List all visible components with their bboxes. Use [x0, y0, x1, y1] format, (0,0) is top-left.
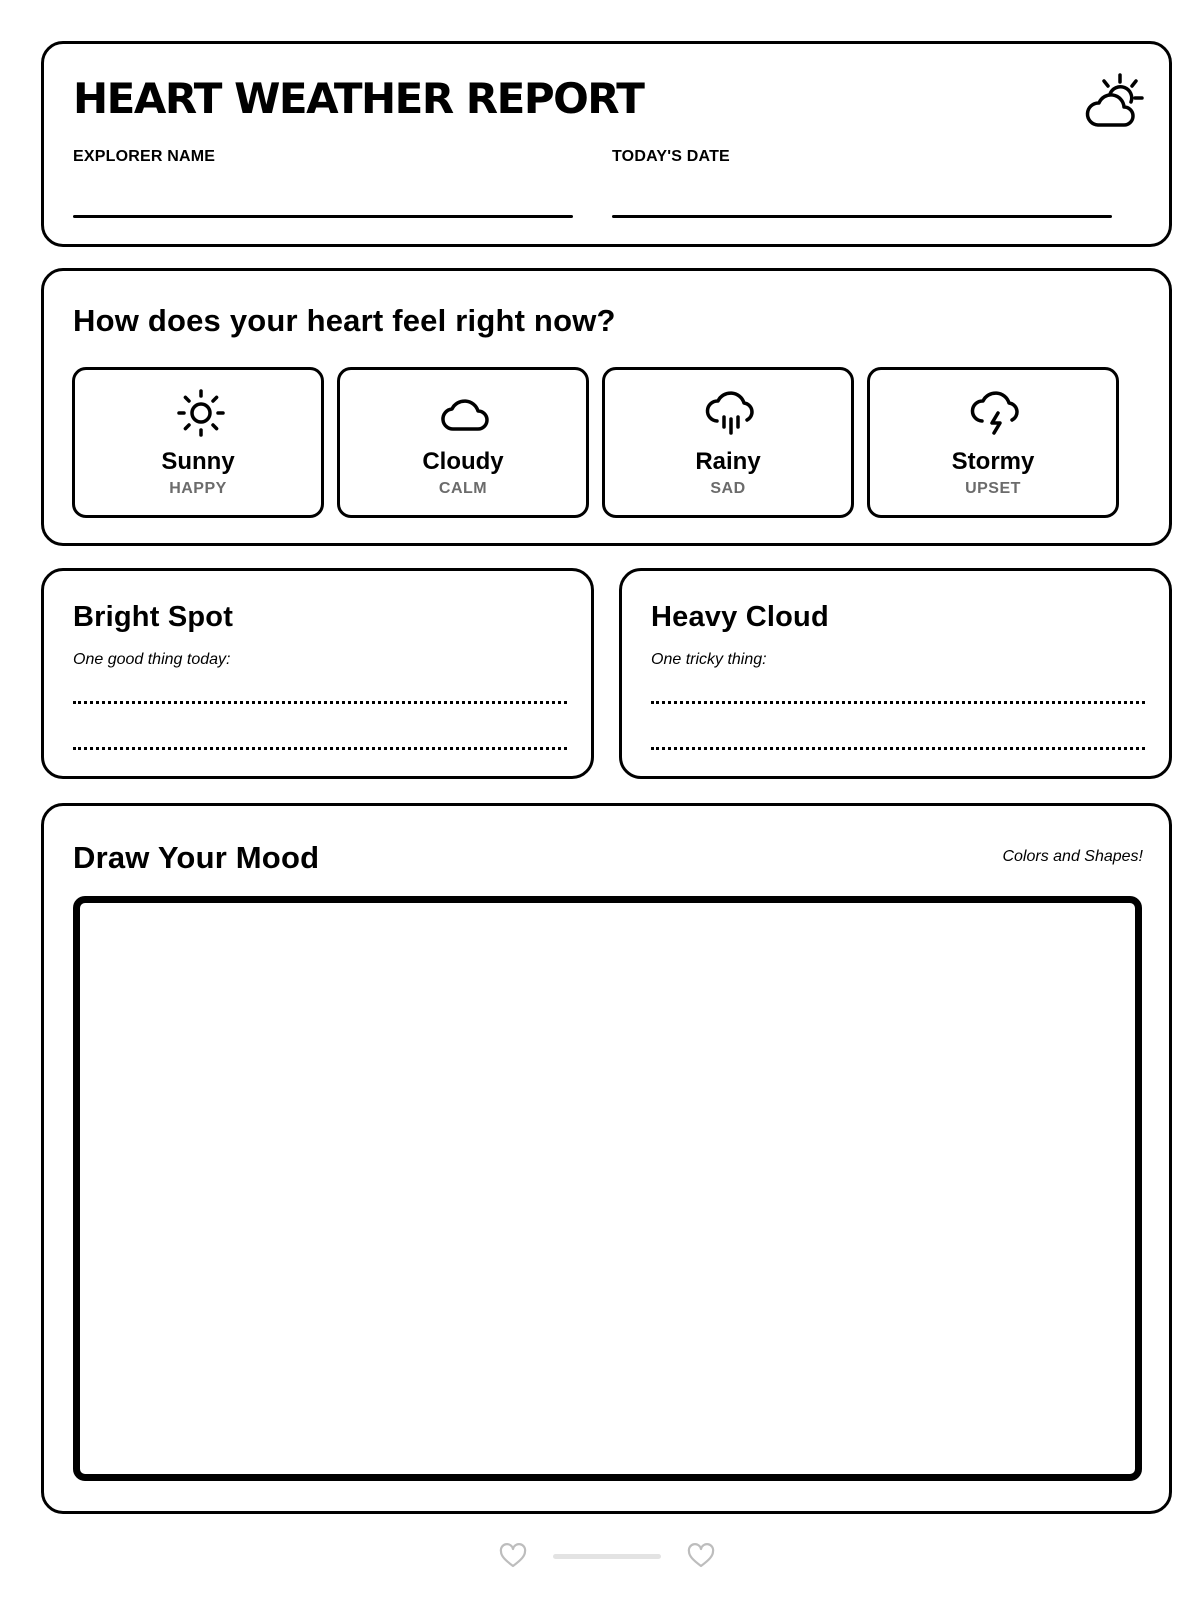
mood-question: How does your heart feel right now?: [73, 303, 616, 338]
mood-name: Stormy: [951, 448, 1035, 475]
sun-icon: [175, 387, 227, 439]
mood-name: Sunny: [161, 448, 235, 475]
heavy-cloud-line-2[interactable]: [651, 747, 1145, 750]
bright-spot-card: [41, 568, 594, 779]
bright-spot-prompt: One good thing today:: [73, 651, 231, 668]
heavy-cloud-prompt: One tricky thing:: [651, 651, 767, 668]
storm-cloud-icon: [970, 387, 1022, 439]
bright-spot-title: Bright Spot: [73, 601, 234, 633]
mood-option-sunny[interactable]: [72, 367, 324, 518]
heart-outline-icon: [687, 1543, 715, 1569]
heart-outline-icon: [499, 1543, 527, 1569]
heavy-cloud-card: [619, 568, 1172, 779]
mood-feeling: CALM: [438, 480, 488, 497]
mood-feeling: UPSET: [965, 480, 1021, 497]
header-card: [41, 41, 1172, 247]
sun-behind-cloud-icon: [1084, 72, 1144, 132]
bright-spot-line-2[interactable]: [73, 747, 567, 750]
mood-feeling: HAPPY: [169, 480, 227, 497]
mood-feeling: SAD: [710, 480, 746, 497]
mood-name: Rainy: [695, 448, 761, 475]
explorer-name-label: EXPLORER NAME: [73, 148, 216, 165]
footer-divider: [553, 1554, 661, 1559]
mood-name: Cloudy: [422, 448, 504, 475]
drawing-area[interactable]: [73, 896, 1142, 1481]
cloud-icon: [440, 387, 492, 439]
mood-option-cloudy[interactable]: [337, 367, 589, 518]
heavy-cloud-title: Heavy Cloud: [651, 601, 829, 633]
bright-spot-line-1[interactable]: [73, 701, 567, 704]
heavy-cloud-line-1[interactable]: [651, 701, 1145, 704]
todays-date-line[interactable]: [612, 215, 1112, 218]
draw-mood-note: Colors and Shapes!: [1002, 848, 1143, 865]
rain-cloud-icon: [705, 387, 757, 439]
todays-date-label: TODAY'S DATE: [612, 148, 730, 165]
explorer-name-line[interactable]: [73, 215, 573, 218]
mood-option-stormy[interactable]: [867, 367, 1119, 518]
mood-question-card: [41, 268, 1172, 546]
mood-option-rainy[interactable]: [602, 367, 854, 518]
page-title: HEART WEATHER REPORT: [73, 74, 644, 123]
draw-mood-card: [41, 803, 1172, 1514]
draw-mood-title: Draw Your Mood: [73, 840, 320, 875]
